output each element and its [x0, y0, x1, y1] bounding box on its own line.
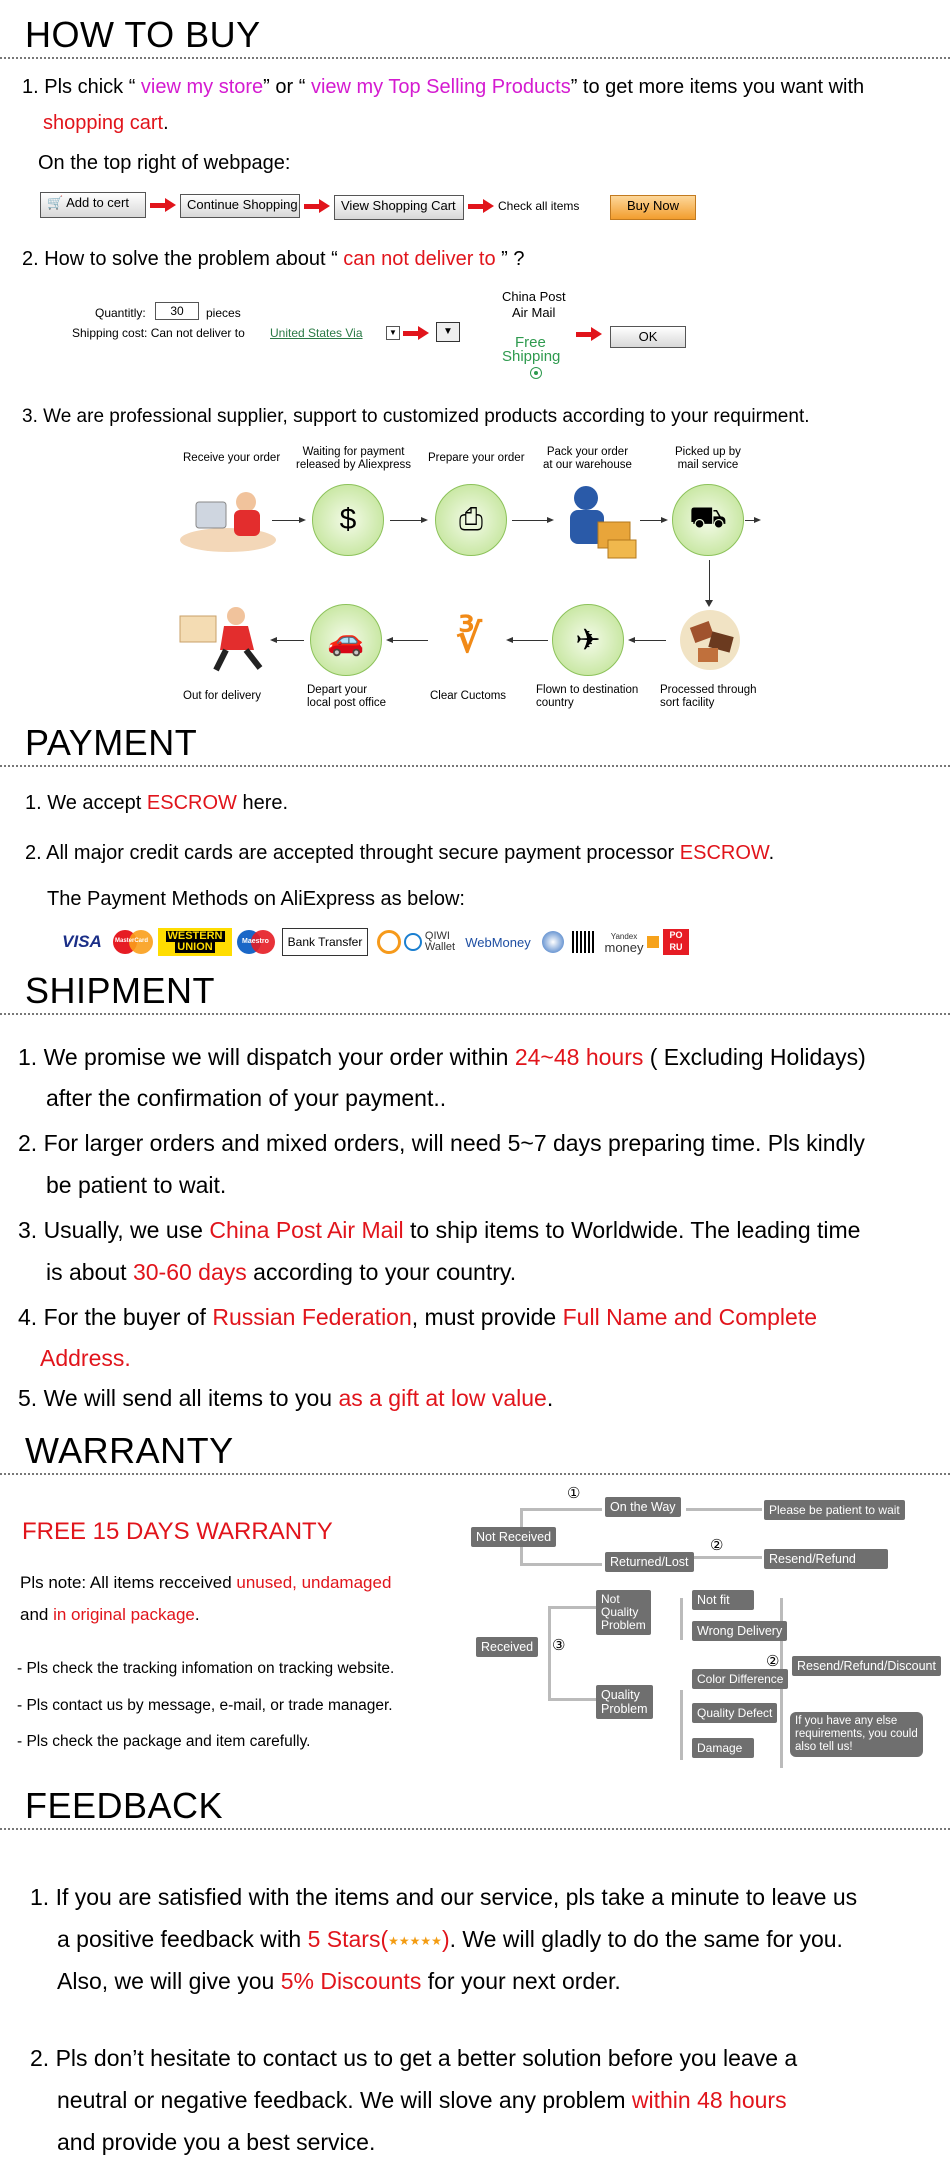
connector	[548, 1606, 596, 1609]
divider	[0, 1828, 950, 1830]
label-out-for-delivery: Out for delivery	[183, 690, 261, 702]
barcode-icon	[570, 928, 598, 956]
flow-arrow	[390, 520, 426, 521]
flow-arrow	[512, 520, 552, 521]
be-patient-box: Please be patient to wait	[764, 1500, 905, 1520]
shipment-point-2-cont: be patient to wait.	[46, 1172, 227, 1198]
warranty-check-2: - Pls contact us by message, e-mail, or trade manager.	[17, 1697, 393, 1714]
customs-icon: ∛	[456, 617, 482, 661]
payment-point-1: 1. We accept ESCROW here.	[25, 792, 289, 814]
not-quality-problem-box: Not Quality Problem	[596, 1590, 651, 1635]
label-prepare-order: Prepare your order	[428, 452, 525, 464]
view-shopping-cart-button[interactable]: View Shopping Cart	[334, 195, 464, 220]
right-arrow-icon	[304, 201, 330, 211]
damage-box: Damage	[692, 1738, 754, 1758]
section-title-payment: PAYMENT	[25, 722, 198, 763]
warranty-note-cont: and in original package.	[20, 1605, 200, 1624]
bank-transfer-logo: Bank Transfer	[282, 928, 368, 956]
label-pack-order: Pack your order at our warehouse	[543, 446, 632, 471]
wallet-icon	[646, 928, 660, 956]
globe-icon	[540, 928, 566, 956]
label-receive-order: Receive your order	[183, 452, 281, 464]
section-title-shipment: SHIPMENT	[25, 970, 216, 1011]
top-selling-link[interactable]: view my Top Selling Products	[310, 76, 571, 98]
printer-icon: ⎙	[435, 484, 507, 556]
pieces-label: pieces	[206, 306, 241, 320]
how-to-step-1-cont: shopping cart.	[43, 112, 169, 134]
flow-arrow	[388, 640, 428, 641]
connector	[548, 1606, 551, 1700]
feedback-point-1-cont2: Also, we will give you 5% Discounts for your next order.	[57, 1968, 621, 1994]
webmoney-logo: WebMoney	[465, 934, 531, 950]
view-store-link[interactable]: view my store	[140, 76, 264, 98]
shipment-point-3: 3. Usually, we use China Post Air Mail to ship items to Worldwide. The leading time	[18, 1217, 861, 1243]
shipment-point-2: 2. For larger orders and mixed orders, will need 5~7 days preparing time. Pls kindly	[18, 1130, 865, 1156]
shipment-point-1: 1. We promise we will dispatch your order within 24~48 hours ( Excluding Holidays)	[18, 1044, 866, 1070]
connector	[686, 1556, 762, 1559]
top-right-note: On the top right of webpage:	[38, 152, 291, 174]
right-arrow-icon	[403, 328, 429, 338]
on-the-way-box: On the Way	[605, 1497, 681, 1517]
mastercard-logo: MasterCard	[112, 928, 154, 956]
quantity-label: Quantitly:	[95, 306, 146, 320]
yandex-money-logo: Yandex money	[604, 932, 644, 955]
quality-defect-box: Quality Defect	[692, 1703, 777, 1723]
received-box: Received	[476, 1637, 538, 1657]
step-number: ③	[552, 1637, 566, 1654]
label-waiting-payment: Waiting for payment released by Aliexpress	[296, 446, 412, 471]
ok-button[interactable]: OK	[610, 326, 686, 348]
western-union-logo: WESTERN UNION	[158, 928, 232, 956]
divider	[0, 1013, 950, 1015]
label-clear-customs: Clear Cuctoms	[430, 690, 507, 702]
dropdown-icon[interactable]: ▼	[386, 326, 400, 340]
step-number: ②	[766, 1653, 780, 1670]
divider	[0, 1473, 950, 1475]
buy-now-button[interactable]: Buy Now	[610, 195, 696, 220]
visa-logo: VISA	[62, 932, 102, 951]
warranty-check-3: - Pls check the package and item carefully.	[17, 1733, 311, 1750]
not-received-box: Not Received	[471, 1527, 556, 1547]
quantity-input[interactable]: 30	[155, 302, 199, 320]
right-arrow-icon	[150, 200, 176, 210]
feedback-point-2-cont: neutral or negative feedback. We will slove any problem within 48 hours	[57, 2087, 787, 2113]
shipping-method-link[interactable]: United States Via	[270, 326, 363, 340]
sorting-icon	[672, 604, 748, 674]
resend-refund-box: Resend/Refund	[764, 1549, 888, 1569]
connector	[686, 1508, 762, 1511]
chevron-down-icon[interactable]: ▼	[436, 322, 460, 342]
radio-selected[interactable]	[530, 367, 542, 379]
label-flown-destination: Flown to destination country	[536, 684, 639, 709]
ru-logo: PO RU	[662, 928, 690, 956]
quality-problem-box: Quality Problem	[596, 1685, 653, 1719]
right-arrow-icon	[468, 201, 494, 211]
shipment-point-5: 5. We will send all items to you as a gift at low value.	[18, 1385, 554, 1411]
not-fit-box: Not fit	[692, 1590, 754, 1610]
shipment-point-4-cont: Address.	[40, 1345, 131, 1371]
truck-icon: ⛟	[672, 484, 744, 556]
section-title-warranty: WARRANTY	[25, 1430, 234, 1471]
free-label: Free	[515, 334, 546, 351]
section-title-how-to-buy: HOW TO BUY	[25, 14, 261, 55]
else-requirements-bubble: If you have any else requirements, you could also tell us!	[790, 1712, 923, 1757]
label-processed-sort: Processed through sort facility	[660, 684, 757, 709]
flow-arrow	[745, 520, 759, 521]
money-bag-icon: $	[312, 484, 384, 556]
receive-order-icon	[176, 484, 276, 556]
how-to-step-3: 3. We are professional supplier, support to customized products according to your requirment.	[22, 406, 810, 427]
feedback-point-1-cont: a positive feedback with 5 Stars(★★★★★). We will gladly to do the same for you.	[57, 1926, 843, 1952]
warranty-check-1: - Pls check the tracking infomation on tracking website.	[17, 1660, 395, 1677]
warranty-note: Pls note: All items recceived unused, undamaged	[20, 1573, 392, 1592]
connector	[680, 1690, 683, 1760]
check-all-items-text: Check all items	[498, 199, 580, 213]
continue-shopping-button[interactable]: Continue Shopping	[180, 194, 300, 218]
shipment-point-3-cont: is about 30-60 days according to your country.	[46, 1259, 517, 1285]
connector	[680, 1598, 683, 1640]
car-icon: 🚗	[310, 604, 382, 676]
qiwi-wallet-logo: QIWI Wallet	[374, 928, 458, 956]
flow-arrow-down	[709, 560, 710, 604]
connector	[520, 1563, 602, 1566]
how-to-step-1: 1. Pls chick “ view my store” or “ view my Top Selling Products” to get more items you want with	[22, 76, 865, 98]
free-warranty-title: FREE 15 DAYS WARRANTY	[22, 1518, 333, 1545]
shipment-point-4: 4. For the buyer of Russian Federation, must provide Full Name and Complete	[18, 1304, 818, 1330]
cart-icon: 🛒	[47, 195, 64, 210]
airplane-icon: ✈	[552, 604, 624, 676]
flow-arrow	[272, 520, 304, 521]
flow-arrow	[640, 520, 666, 521]
how-to-step-2: 2. How to solve the problem about “ can not deliver to ” ?	[22, 248, 525, 270]
air-mail-label: Air Mail	[512, 305, 556, 320]
maestro-logo: Maestro	[236, 928, 276, 956]
feedback-point-2: 2. Pls don’t hesitate to contact us to get a better solution before you leave a	[30, 2045, 798, 2071]
flow-arrow	[272, 640, 304, 641]
divider	[0, 765, 950, 767]
connector	[520, 1508, 602, 1511]
section-title-feedback: FEEDBACK	[25, 1785, 224, 1826]
label-picked-up: Picked up by mail service	[675, 446, 741, 471]
shipment-point-1-cont: after the confirmation of your payment..	[46, 1085, 447, 1111]
color-difference-box: Color Difference	[692, 1669, 788, 1689]
flow-arrow	[508, 640, 548, 641]
china-post-label: China Post	[502, 289, 566, 304]
right-arrow-icon	[576, 329, 602, 339]
divider	[0, 57, 950, 59]
payment-methods-note: The Payment Methods on AliExpress as below:	[47, 888, 465, 910]
feedback-point-2-cont2: and provide you a best service.	[57, 2129, 376, 2155]
feedback-point-1: 1. If you are satisfied with the items and our service, pls take a minute to leave us	[30, 1884, 858, 1910]
connector	[548, 1698, 596, 1701]
add-to-cart-button[interactable]: 🛒 Add to cert	[40, 192, 146, 218]
five-stars-icon: ★★★★★	[388, 1933, 442, 1948]
delivery-man-icon	[176, 604, 272, 676]
step-number: ②	[710, 1537, 724, 1554]
payment-point-2: 2. All major credit cards are accepted throught secure payment processor ESCROW.	[25, 842, 775, 864]
label-depart-post-office: Depart your local post office	[307, 684, 387, 709]
warehouse-worker-icon	[556, 482, 640, 560]
resend-refund-discount-box: Resend/Refund/Discount	[792, 1656, 941, 1676]
shipping-label: Shipping	[502, 348, 561, 365]
step-number: ①	[567, 1485, 581, 1502]
flow-arrow	[630, 640, 666, 641]
returned-lost-box: Returned/Lost	[605, 1552, 694, 1572]
wrong-delivery-box: Wrong Delivery	[692, 1621, 787, 1641]
shipping-cost-label: Shipping cost: Can not deliver to	[72, 326, 245, 340]
